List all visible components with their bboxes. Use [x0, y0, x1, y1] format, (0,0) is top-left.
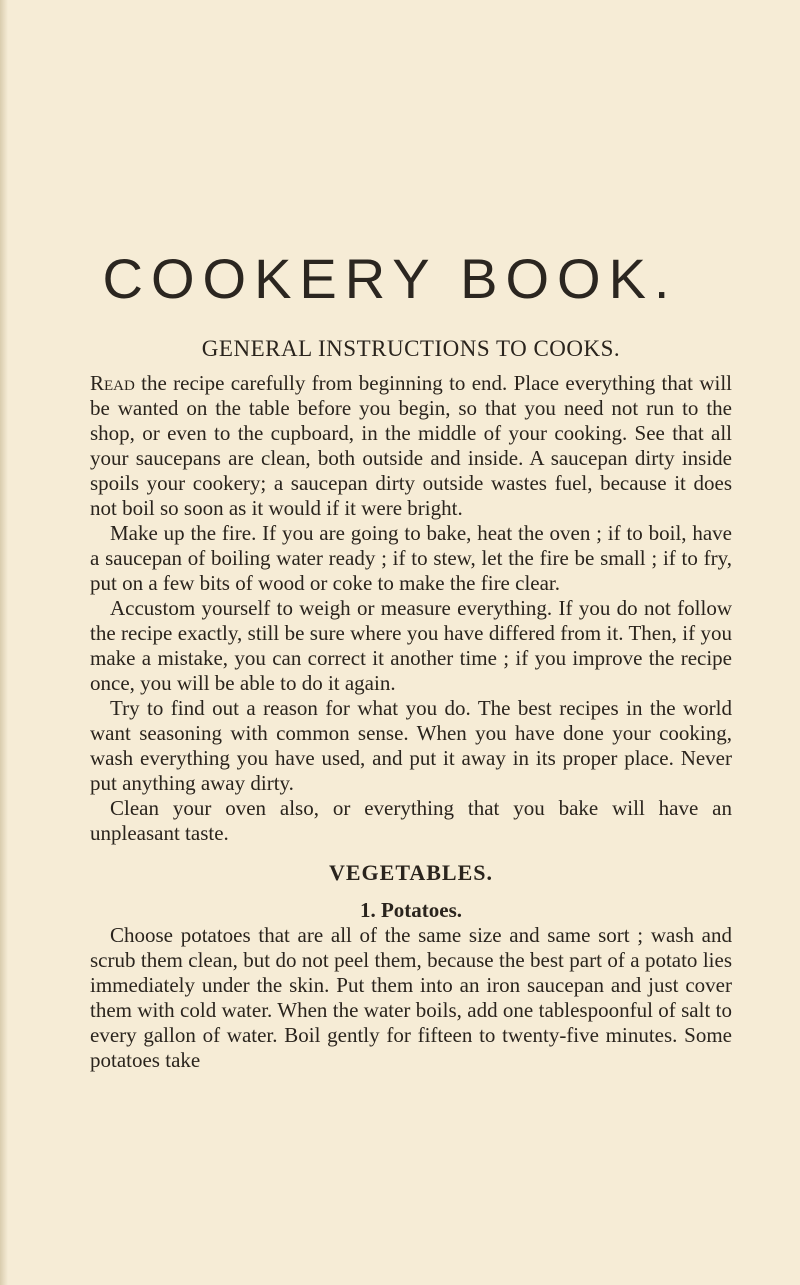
- paragraph-reason: Try to find out a reason for what you do. The best recipes in the world want seasoning with common sense. When you have done your cooking, wash everything you have used, and put it away in its proper place. Never put anything away dirty.: [90, 696, 732, 795]
- paragraph-potatoes: Choose potatoes that are all of the same size and same sort ; wash and scrub them clean, but do not peel them, because the best part of a potato lies immediately under the skin. Put them into an iron saucepan and just cover them with cold water. When the water boils, add one tablespoonful of salt to every gallon of water. Boil gently for fifteen to twenty-five minutes. Some potatoes take: [90, 923, 732, 1072]
- general-instructions-heading: GENERAL INSTRUCTIONS TO COOKS.: [201, 336, 621, 361]
- drop-word: Read: [90, 371, 135, 395]
- book-title: COOKERY BOOK.: [102, 247, 678, 310]
- paragraph-read-recipe: [90, 371, 732, 521]
- paragraph-measure: Accustom yourself to weigh or measure everything. If you do not follow the recipe exactly, still be sure where you have differed from it. Then, if you make a mistake, you can correct it another time ; if you improve the recipe once, you will be able to do it again.: [90, 596, 732, 695]
- text-column: [90, 336, 732, 1073]
- paragraph-clean-oven: Clean your oven also, or everything that you bake will have an unpleasant taste.: [90, 796, 732, 845]
- recipe-title-potatoes: 1. Potatoes.: [359, 898, 463, 922]
- page-edge: [0, 0, 8, 1285]
- vegetables-heading: VEGETABLES.: [328, 860, 494, 885]
- paragraph-read-recipe-text: the recipe carefully from beginning to end. Place everything that will be wanted on the table before you begin, so that you need not run to the shop, or even to the cupboard, in the middle of your cooking. See that all your saucepans are clean, both outside and inside. A saucepan dirty inside spoils your cookery; a saucepan dirty outside wastes fuel, because it does not boil so soon as it would if it were bright.: [90, 371, 732, 520]
- paragraph-make-fire: Make up the fire. If you are going to bake, heat the oven ; if to boil, have a saucepan of boiling water ready ; if to stew, let the fire be small ; if to fry, put on a few bits of wood or coke to make the fire clear.: [90, 521, 732, 595]
